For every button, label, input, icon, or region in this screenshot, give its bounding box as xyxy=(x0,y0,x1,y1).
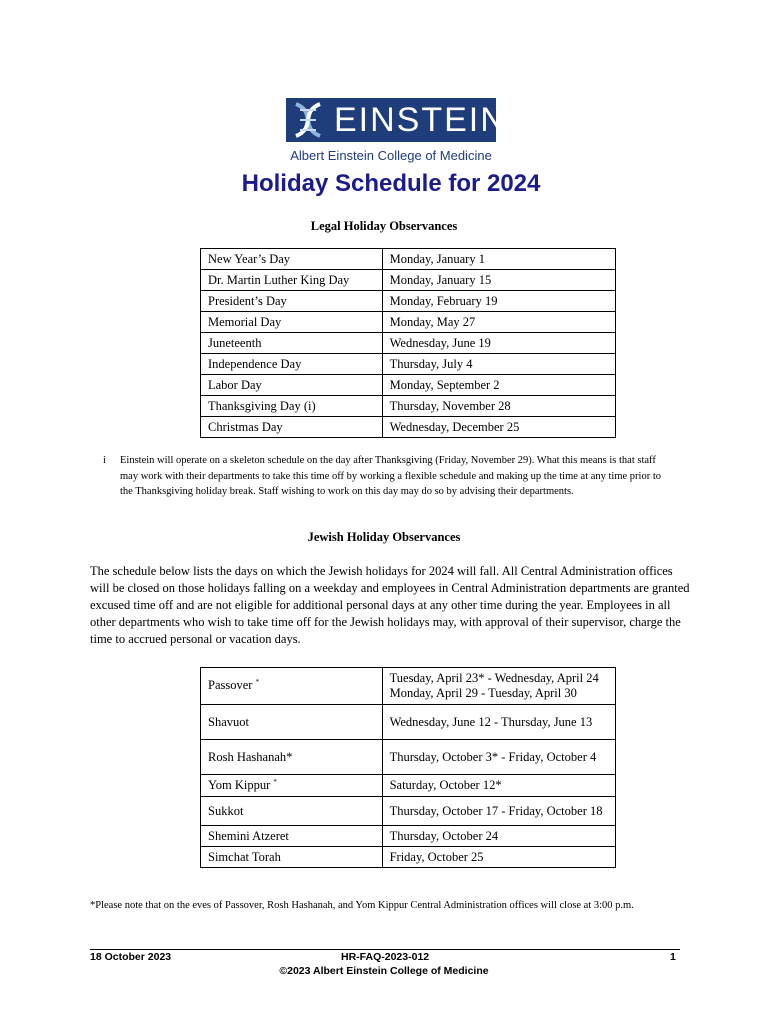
holiday-name-text: Simchat Torah xyxy=(208,849,281,864)
holiday-date: Monday, May 27 xyxy=(382,312,615,333)
jewish-row xyxy=(201,775,616,797)
holiday-date: Monday, September 2 xyxy=(382,375,615,396)
holiday-date: Monday, January 15 xyxy=(382,270,615,291)
holiday-name xyxy=(201,826,383,847)
legal-row xyxy=(201,417,616,438)
holiday-date: Monday, February 19 xyxy=(382,291,615,312)
legal-row xyxy=(201,354,616,375)
holiday-name: President’s Day xyxy=(201,291,383,312)
holiday-date-line: Saturday, October 12* xyxy=(389,778,502,792)
dna-helix-icon xyxy=(288,100,328,140)
holiday-date xyxy=(382,826,615,847)
holiday-name: Dr. Martin Luther King Day xyxy=(201,270,383,291)
legal-row xyxy=(201,375,616,396)
holiday-date xyxy=(382,668,615,705)
jewish-row xyxy=(201,797,616,826)
legal-row xyxy=(201,333,616,354)
holiday-name-text: Yom Kippur xyxy=(208,778,271,793)
legal-row xyxy=(201,270,616,291)
holiday-date: Wednesday, December 25 xyxy=(382,417,615,438)
holiday-name: Labor Day xyxy=(201,375,383,396)
jewish-holiday-table xyxy=(200,667,616,868)
page-title: Holiday Schedule for 2024 xyxy=(241,170,541,197)
footer-date: 18 October 2023 xyxy=(90,951,172,963)
holiday-name-text: Rosh Hashanah* xyxy=(208,749,293,764)
logo-wordmark: EINSTEIN xyxy=(334,101,507,139)
holiday-date-line-2: Monday, April 29 - Tuesday, April 30 xyxy=(389,686,577,700)
jewish-row xyxy=(201,847,616,868)
legal-heading: Legal Holiday Observances xyxy=(310,219,458,233)
holiday-name: New Year’s Day xyxy=(201,249,383,270)
holiday-date-line: Thursday, October 17 - Friday, October 18 xyxy=(389,803,603,818)
holiday-date xyxy=(382,847,615,868)
jewish-row xyxy=(201,705,616,740)
holiday-date: Monday, January 1 xyxy=(382,249,615,270)
holiday-name-text: Shemini Atzeret xyxy=(208,828,289,843)
legal-row xyxy=(201,396,616,417)
holiday-name: Juneteenth xyxy=(201,333,383,354)
holiday-date-line: Thursday, October 3* - Friday, October 4 xyxy=(389,749,597,764)
holiday-date-line: Wednesday, June 12 - Thursday, June 13 xyxy=(389,714,593,729)
holiday-name-text: Shavuot xyxy=(208,714,249,729)
holiday-name xyxy=(201,847,383,868)
jewish-heading: Jewish Holiday Observances xyxy=(307,530,461,544)
jewish-row xyxy=(201,826,616,847)
legal-row xyxy=(201,291,616,312)
footer-doc-id: HR-FAQ-2023-012 xyxy=(341,951,430,963)
holiday-name xyxy=(201,797,383,826)
holiday-date-line: Thursday, October 24 xyxy=(389,828,499,843)
holiday-name-text: Sukkot xyxy=(208,803,244,818)
holiday-name: Memorial Day xyxy=(201,312,383,333)
holiday-date-line: Friday, October 25 xyxy=(389,849,484,864)
jewish-row xyxy=(201,668,616,705)
holiday-name: Thanksgiving Day (i) xyxy=(201,396,383,417)
holiday-date-line: Tuesday, April 23* - Wednesday, April 24 xyxy=(389,671,599,685)
logo-subtitle: Albert Einstein College of Medicine xyxy=(290,148,492,163)
holiday-name-text: Passover xyxy=(208,678,253,693)
legal-row xyxy=(201,249,616,270)
holiday-name xyxy=(201,705,383,740)
holiday-date: Thursday, November 28 xyxy=(382,396,615,417)
holiday-mark: * xyxy=(255,678,260,687)
holiday-date: Thursday, July 4 xyxy=(382,354,615,375)
holiday-date xyxy=(382,797,615,826)
einstein-logo xyxy=(286,98,507,142)
holiday-name: Christmas Day xyxy=(201,417,383,438)
holiday-date xyxy=(382,775,615,797)
footer-copyright: ©2023 Albert Einstein College of Medicine xyxy=(279,965,489,977)
holiday-mark: * xyxy=(273,777,277,786)
holiday-date xyxy=(382,705,615,740)
legal-row xyxy=(201,312,616,333)
holiday-date: Wednesday, June 19 xyxy=(382,333,615,354)
holiday-name xyxy=(201,775,383,797)
holiday-date xyxy=(382,740,615,775)
closing-footnote: *Please note that on the eves of Passover, Rosh Hashanah, and Yom Kippur Central Administration offices will close at 3:00 p.m. xyxy=(90,900,634,911)
legal-holiday-table xyxy=(200,248,616,438)
note-text: Einstein will operate on a skeleton schedule on the day after Thanksgiving (Friday, November 29). What this means is that staff may work with their departments to take this time off by working a flexible schedule and making up the time at any time prior to the Thanksgiving holiday break. Staff wishing to work on this day may do so by advising their departments. xyxy=(120,455,662,497)
holiday-name xyxy=(201,740,383,775)
holiday-name: Independence Day xyxy=(201,354,383,375)
jewish-row xyxy=(201,740,616,775)
footer-divider xyxy=(90,949,680,950)
jewish-paragraph: The schedule below lists the days on which the Jewish holidays for 2024 will fall. All Central Administration offices will be closed on those holidays falling on a weekday and employees in Central Administration departments are granted excused time off and are not eligible for additional personal days at any other time during the year. Employees in all other departments who wish to take time off for the Jewish holidays may, with approval of their supervisor, charge the time to accrued personal or vacation days. xyxy=(90,564,690,646)
footer-page-number: 1 xyxy=(670,951,676,963)
note-marker: i xyxy=(103,455,106,466)
holiday-name xyxy=(201,668,383,705)
